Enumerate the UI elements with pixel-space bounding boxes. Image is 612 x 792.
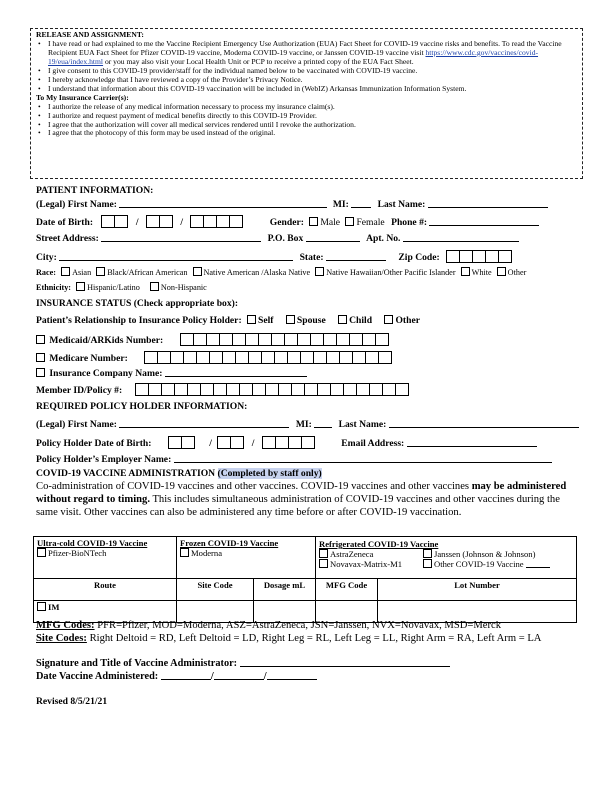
holder-employer-field[interactable] (174, 454, 552, 463)
ultracold-cell: Ultra-cold COVID-19 Vaccine Pfizer-BioNTech (34, 537, 177, 579)
hispanic-checkbox[interactable] (76, 282, 85, 291)
ethnicity-row: Ethnicity: Hispanic/Latino Non-Hispanic (36, 283, 207, 292)
list-item: • I hereby acknowledge that I have reviewed a copy of the Provider’s Privacy Notice. (36, 76, 577, 85)
release-heading: RELEASE AND ASSIGNMENT: (36, 30, 144, 39)
holder-dob-year-field[interactable] (262, 436, 315, 449)
pfizer-checkbox[interactable] (37, 548, 46, 557)
city-state-zip-row: City: State: Zip Code: (36, 250, 512, 263)
astrazeneca-checkbox[interactable] (319, 549, 328, 558)
release-list (36, 40, 577, 94)
spouse-checkbox[interactable] (286, 315, 295, 324)
dob-year-field[interactable] (190, 215, 243, 228)
medicaid-number-field[interactable] (180, 333, 389, 346)
member-id-field[interactable] (135, 383, 409, 396)
self-checkbox[interactable] (247, 315, 256, 324)
insurance-company-field[interactable] (165, 368, 307, 377)
relationship-row: Patient’s Relationship to Insurance Policy Holder: Self Spouse Child Other (36, 315, 420, 326)
holder-dob-month-field[interactable] (168, 436, 195, 449)
date-administered-row: Date Vaccine Administered: / / (36, 671, 317, 682)
race-other-checkbox[interactable] (497, 267, 506, 276)
race-black-checkbox[interactable] (96, 267, 105, 276)
address-row: Street Address: P.O. Box Apt. No. (36, 233, 519, 244)
race-asian-checkbox[interactable] (61, 267, 70, 276)
coadministration-paragraph: Co-administration of COVID-19 vaccines and other vaccines. COVID-19 vaccines and other vaccines may be administered without regard to timing. This includes simultaneous administration of COVID-19 vaccines and other vaccines during the same visit. Other vaccines can also be administered any time before or after COVID-19 vaccination. (36, 481, 567, 518)
moderna-checkbox[interactable] (180, 548, 189, 557)
phone-field[interactable] (429, 217, 539, 226)
race-pacific-islander-checkbox[interactable] (315, 267, 324, 276)
list-item: • I understand that information about this COVID-19 vaccination will be included in (WebIZ) Arkansas Immunization Information System. (36, 85, 577, 94)
female-checkbox[interactable] (345, 217, 354, 226)
medicare-checkbox[interactable] (36, 353, 45, 362)
eua-fact-sheet-link[interactable]: https://www.cdc.gov/vaccines/covid-19/eua/index.html (48, 47, 539, 66)
list-item: • I give consent to this COVID-19 provider/staff for the individual named below to be vaccinated with COVID-19 vaccine. (36, 67, 577, 76)
zip-code-field[interactable] (446, 250, 512, 263)
signature-field[interactable] (240, 658, 450, 667)
holder-dob-day-field[interactable] (217, 436, 244, 449)
state-field[interactable] (326, 252, 386, 261)
holder-name-row: (Legal) First Name: MI: Last Name: (36, 419, 579, 430)
release-assignment-box (30, 28, 583, 179)
street-address-field[interactable] (101, 233, 261, 242)
patient-name-row: (Legal) First Name: MI: Last Name: (36, 199, 548, 210)
race-white-checkbox[interactable] (461, 267, 470, 276)
first-name-field[interactable] (119, 199, 327, 208)
holder-last-name-field[interactable] (389, 419, 579, 428)
child-checkbox[interactable] (338, 315, 347, 324)
list-item: • I authorize the release of any medical information necessary to process my insurance claim(s). (36, 103, 577, 112)
frozen-cell: Frozen COVID-19 Vaccine Moderna (177, 537, 316, 579)
revised-date: Revised 8/5/21/21 (36, 696, 108, 707)
dob-day-field[interactable] (146, 215, 173, 228)
date-year-field[interactable] (267, 671, 317, 680)
route-header: Route (34, 579, 177, 601)
holder-first-name-field[interactable] (119, 419, 289, 428)
vaccine-table (33, 536, 577, 623)
city-field[interactable] (59, 252, 293, 261)
dob-month-field[interactable] (101, 215, 128, 228)
patient-info-heading: PATIENT INFORMATION: (36, 185, 154, 196)
holder-dob-email-row: Policy Holder Date of Birth: / / Email Address: (36, 436, 537, 449)
insurance-company-checkbox[interactable] (36, 368, 45, 377)
dosage-header: Dosage mL (254, 579, 316, 601)
insurance-heading: INSURANCE STATUS (Check appropriate box): (36, 298, 239, 309)
insurance-carrier-list (36, 103, 577, 139)
mfg-codes-line: MFG Codes: PFR=Pfizer, MOD=Moderna, ASZ=AstraZeneca, JSN=Janssen, NVX=Novavax, MSD=Merck (36, 620, 502, 631)
vaccine-admin-heading: COVID-19 VACCINE ADMINISTRATION (Completed by staff only) (36, 468, 322, 479)
holder-employer-row: Policy Holder’s Employer Name: (36, 454, 552, 465)
medicaid-row: Medicaid/ARKids Number: (36, 333, 389, 346)
po-box-field[interactable] (306, 233, 360, 242)
insurance-carrier-heading: To My Insurance Carrier(s): (36, 92, 129, 102)
im-checkbox[interactable] (37, 602, 46, 611)
other-checkbox[interactable] (384, 315, 393, 324)
dob-gender-phone-row: Date of Birth: / / Gender: Male Female Phone #: (36, 215, 539, 228)
date-day-field[interactable] (214, 671, 264, 680)
male-checkbox[interactable] (309, 217, 318, 226)
medicaid-checkbox[interactable] (36, 335, 45, 344)
last-name-field[interactable] (428, 199, 548, 208)
list-item: • I agree that the authorization will cover all medical services rendered until I revoke the authorization. (36, 121, 577, 130)
list-item: • I have read or had explained to me the Vaccine Recipient Emergency Use Authorization (EUA) Fact Sheet for COVID-19 vaccine risks and benefits. To read the Vaccine Recipient EUA Fact Sheet for Pfizer COVID-19 vaccine, Moderna COVID-19 vaccine, or Janssen COVID-19 vaccine visit https://www.cdc.gov/vaccines/covid-19/eua/index.html or you may also visit your Local Health Unit or PCP to receive a printed copy of the EUA Fact Sheet. (36, 40, 577, 67)
janssen-checkbox[interactable] (423, 549, 432, 558)
list-item: • I authorize and request payment of medical benefits directly to this COVID-19 Provider. (36, 112, 577, 121)
medicare-row: Medicare Number: (36, 351, 392, 364)
site-code-header: Site Code (177, 579, 254, 601)
other-vaccine-checkbox[interactable] (423, 559, 432, 568)
holder-email-field[interactable] (407, 438, 537, 447)
insurance-company-row: Insurance Company Name: (36, 368, 307, 379)
site-codes-line: Site Codes: Right Deltoid = RD, Left Deltoid = LD, Right Leg = RL, Left Leg = LL, Right Arm = RA, Left Arm = LA (36, 633, 542, 644)
list-item: • I agree that the photocopy of this form may be used instead of the original. (36, 129, 577, 138)
medicare-number-field[interactable] (144, 351, 392, 364)
date-month-field[interactable] (161, 671, 211, 680)
apt-no-field[interactable] (403, 233, 519, 242)
refrigerated-cell: Refrigerated COVID-19 Vaccine AstraZeneca Janssen (Johnson & Johnson) Novavax-Matrix-M1 Other COVID-19 Vaccine (316, 537, 577, 579)
member-id-row: Member ID/Policy #: (36, 383, 409, 396)
holder-mi-field[interactable] (314, 419, 332, 428)
policy-holder-heading: REQUIRED POLICY HOLDER INFORMATION: (36, 401, 248, 412)
race-native-american-checkbox[interactable] (193, 267, 202, 276)
novavax-checkbox[interactable] (319, 559, 328, 568)
mi-field[interactable] (351, 199, 371, 208)
other-vaccine-field[interactable] (526, 559, 550, 568)
route-cell: IM (34, 601, 177, 623)
mfg-code-header: MFG Code (316, 579, 378, 601)
non-hispanic-checkbox[interactable] (150, 282, 159, 291)
lot-number-header: Lot Number (378, 579, 577, 601)
race-row: Race: Asian Black/African American Native American /Alaska Native Native Hawaiian/Other Pacific Islander White Other (36, 268, 527, 277)
signature-row: Signature and Title of Vaccine Administrator: (36, 658, 450, 669)
